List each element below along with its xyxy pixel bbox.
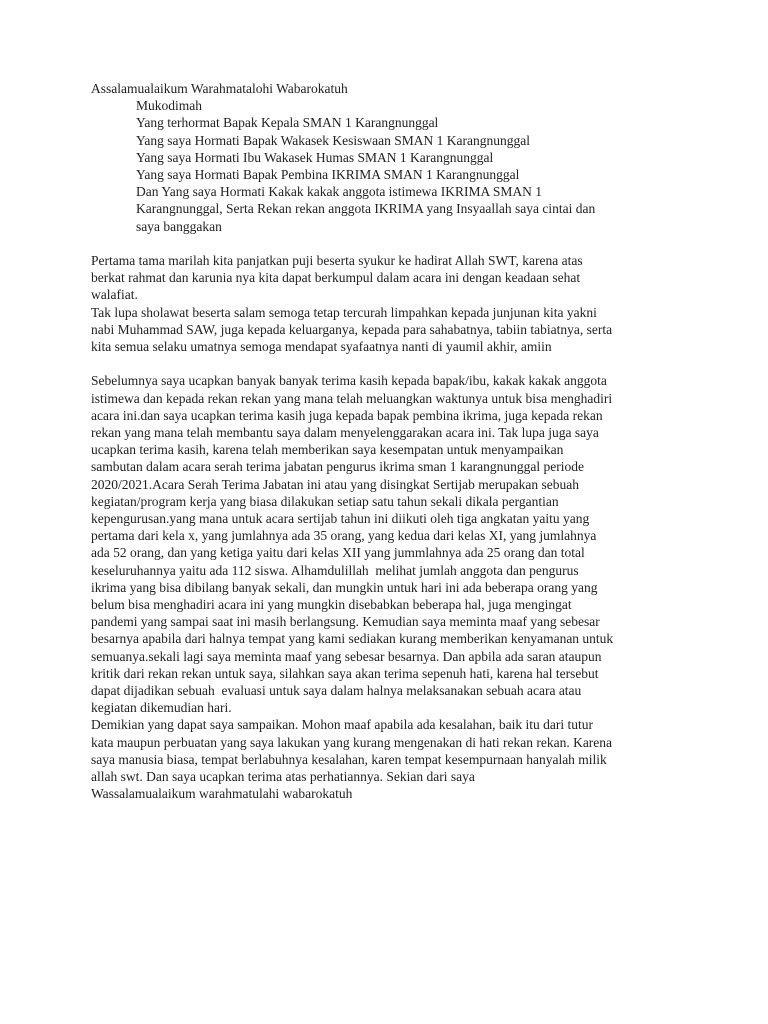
text-line: Demikian yang dapat saya sampaikan. Mohon maaf apabila ada kesalahan, baik itu dari tutur: [91, 717, 593, 733]
salutation-line: Mukodimah: [136, 98, 202, 114]
text-line: dapat dijadikan sebuah evaluasi untuk saya dalam halnya melaksanakan sebuah acara atau: [91, 683, 582, 699]
text-line: pertama dari kela x, yang jumlahnya ada 35 orang, yang kedua dari kelas XI, yang jumlahnya: [91, 528, 597, 544]
text-line: allah swt. Dan saya ucapkan terima atas perhatiannya. Sekian dari saya: [91, 769, 475, 785]
paragraph-gap: [91, 355, 691, 372]
closing-greeting: Wassalamualaikum warahmatulahi wabarokatuh: [91, 786, 353, 802]
text-line: sambutan dalam acara serah terima jabatan pengurus ikrima sman 1 karangnunggal periode: [91, 459, 584, 475]
text-line: semuanya.sekali lagi saya meminta maaf yang sebesar besarnya. Dan apbila ada saran ataupun: [91, 648, 602, 664]
text-line: rekan yang mana telah membantu saya dalam menyelenggarakan acara ini. Tak lupa juga saya: [91, 425, 599, 441]
salutation-line: saya banggakan: [136, 218, 222, 234]
text-line: kepengurusan.yang mana untuk acara sertijab tahun ini diikuti oleh tiga angkatan yaitu yang: [91, 511, 590, 527]
text-line: berkat rahmat dan karunia nya kita dapat berkumpul dalam acara ini dengan keadaan sehat: [91, 270, 581, 286]
text-line: besarnya apabila dari halnya tempat yang kami sediakan kurang memberikan kenyamanan untuk: [91, 631, 614, 647]
text-line: kritik dari rekan rekan untuk saya, silahkan saya akan terima sepenuh hati, karena hal tersebut: [91, 665, 599, 681]
salutation-line: Yang saya Hormati Bapak Wakasek Kesiswaan SMAN 1 Karangnunggal: [136, 132, 530, 148]
text-line: keseluruhannya yaitu ada 112 siswa. Alhamdulillah melihat jumlah anggota dan pengurus: [91, 562, 579, 578]
salutation-line: Karangnunggal, Serta Rekan rekan anggota IKRIMA yang Insyaallah saya cintai dan: [136, 201, 596, 217]
text-line: kegiatan dikemudian hari.: [91, 700, 232, 716]
document-page: [91, 80, 691, 803]
text-line: ada 52 orang, dan yang ketiga yaitu dari kelas XII yang jummlahnya ada 25 orang dan total: [91, 545, 585, 561]
salutation-line: Yang saya Hormati Ibu Wakasek Humas SMAN 1 Karangnunggal: [136, 149, 494, 165]
text-line: kata maupun perbuatan yang saya lakukan yang kurang mengenakan di hati rekan rekan. Karena: [91, 734, 613, 750]
text-line: nabi Muhammad SAW, juga kepada keluarganya, kepada para sahabatnya, tabiin tabiatnya, serta: [91, 321, 613, 337]
text-line: kita semua selaku umatnya semoga mendapat syafaatnya nanti di yaumil akhir, amiin: [91, 339, 552, 355]
text-line: walafiat.: [91, 287, 138, 303]
text-line: ucapkan terima kasih, karena telah memberikan saya kesempatan untuk menyampaikan: [91, 442, 564, 458]
text-line: Sebelumnya saya ucapkan banyak banyak terima kasih kepada bapak/ibu, kakak kakak anggota: [91, 373, 607, 389]
text-line: acara ini.dan saya ucapkan terima kasih juga kepada bapak pembina ikrima, juga kepada rekan: [91, 407, 603, 423]
text-line: Pertama tama marilah kita panjatkan puji beserta syukur ke hadirat Allah SWT, karena atas: [91, 253, 583, 269]
salutation-line: Yang terhormat Bapak Kepala SMAN 1 Karangnunggal: [136, 115, 439, 131]
opening-greeting: Assalamualaikum Warahmatalohi Wabarokatuh: [91, 81, 348, 96]
paragraph-body: [91, 372, 691, 802]
text-line: saya manusia biasa, tempat berlabuhnya kesalahan, karen tempat kesempurnaan hanyalah milik: [91, 751, 607, 767]
text-line: pandemi yang sampai saat ini masih berlangsung. Kemudian saya meminta maaf yang sebesar: [91, 614, 600, 630]
salutation-line: Dan Yang saya Hormati Kakak kakak anggota istimewa IKRIMA SMAN 1: [136, 184, 543, 200]
text-line: istimewa dan kepada rekan rekan yang mana telah meluangkan waktunya untuk bisa menghadiri: [91, 390, 613, 406]
paragraph-opening: [91, 252, 691, 355]
text-line: ikrima yang bisa dibilang banyak sekali, dan mungkin untuk hari ini ada beberapa orang yang: [91, 579, 598, 595]
paragraph-gap: [91, 235, 691, 252]
text-line: kegiatan/program kerja yang biasa dilakukan setiap satu tahun sekali dikala pergantian: [91, 493, 559, 509]
text-line: belum bisa menghadiri acara ini yang mungkin disebabkan beberapa hal, juga mengingat: [91, 597, 572, 613]
text-line: Tak lupa sholawat beserta salam semoga tetap tercurah limpahkan kepada junjunan kita yakni: [91, 304, 597, 320]
salutation-list: [91, 97, 691, 235]
text-line: 2020/2021.Acara Serah Terima Jabatan ini atau yang disingkat Sertijab merupakan sebuah: [91, 476, 580, 492]
salutation-line: Yang saya Hormati Bapak Pembina IKRIMA SMAN 1 Karangnunggal: [136, 167, 520, 183]
